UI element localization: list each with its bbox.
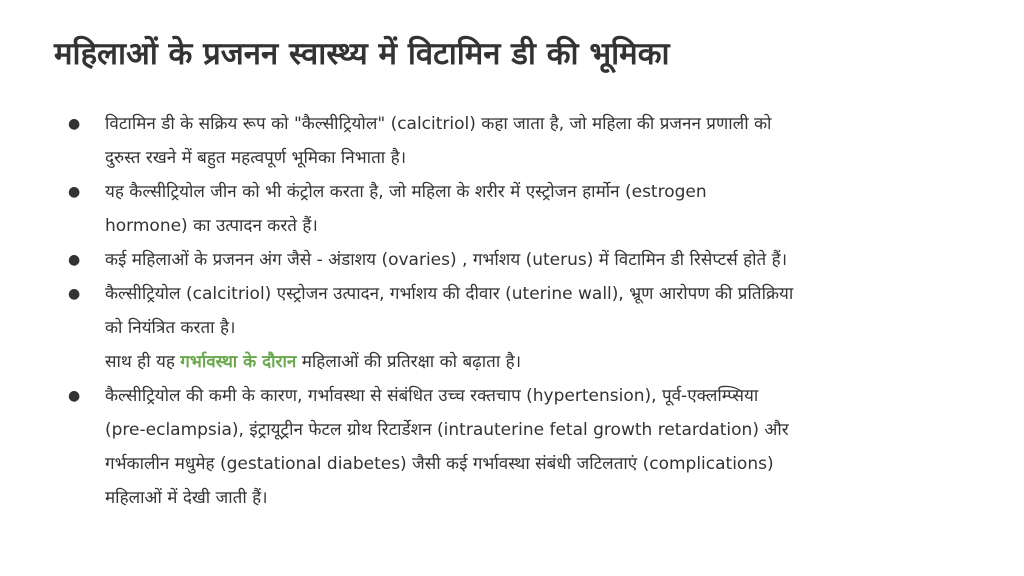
bullet-extra-line (105, 345, 988, 379)
bullet-item (68, 379, 988, 515)
bullet-text-line: कई महिलाओं के प्रजनन अंग जैसे - अंडाशय (ovaries) , गर्भाशय (uterus) में विटामिन डी रिसेप्टर्स होते हैं। (105, 250, 788, 270)
bullet-text-line: विटामिन डी के सक्रिय रूप को "कैल्सीट्रियोल" (calcitriol) कहा जाता है, जो महिला की प्रजनन प्रणाली को (105, 114, 772, 134)
extra-suffix: महिलाओं की प्रतिरक्षा को बढ़ाता है। (296, 352, 522, 372)
bullet-text-line: (pre-eclampsia), इंट्रायूट्रीन फेटल ग्रोथ रिटार्डेशन (intrauterine fetal growth retardation) और (105, 420, 789, 440)
bullet-text-line: hormone) का उत्पादन करते हैं। (105, 216, 318, 236)
bullet-text-line: कैल्सीट्रियोल (calcitriol) एस्ट्रोजन उत्पादन, गर्भाशय की दीवार (uterine wall), भ्रूण आरोपण की प्रतिक्रिया (105, 284, 794, 304)
bullet-item (68, 107, 988, 175)
bullet-item (68, 175, 988, 243)
bullet-dot-icon: ● (68, 388, 81, 404)
bullet-text-line: कैल्सीट्रियोल की कमी के कारण, गर्भावस्था से संबंधित उच्च रक्तचाप (hypertension), पूर्व-एक्लम्प्सिया (105, 386, 759, 406)
bullet-dot-icon: ● (68, 286, 81, 302)
bullet-dot-icon: ● (68, 184, 81, 200)
bullet-item (68, 243, 988, 277)
bullet-text-line: गर्भकालीन मधुमेह (gestational diabetes) जैसी कई गर्भावस्था संबंधी जटिलताएं (complications) (105, 454, 774, 474)
slide-title: महिलाओं के प्रजनन स्वास्थ्य में विटामिन डी की भूमिका (54, 36, 670, 72)
bullet-text-line: यह कैल्सीट्रियोल जीन को भी कंट्रोल करता है, जो महिला के शरीर में एस्ट्रोजन हार्मोन (estrogen (105, 182, 707, 202)
bullet-text-line: महिलाओं में देखी जाती हैं। (105, 488, 268, 508)
highlight-text: गर्भावस्था के दौरान (180, 352, 297, 372)
extra-prefix: साथ ही यह (105, 352, 181, 372)
bullet-dot-icon: ● (68, 116, 81, 132)
bullet-text-line: दुरुस्त रखने में बहुत महत्वपूर्ण भूमिका निभाता है। (105, 148, 407, 168)
bullet-list (68, 107, 988, 515)
bullet-item (68, 277, 988, 379)
bullet-text-line: को नियंत्रित करता है। (105, 318, 236, 338)
bullet-dot-icon: ● (68, 252, 81, 268)
